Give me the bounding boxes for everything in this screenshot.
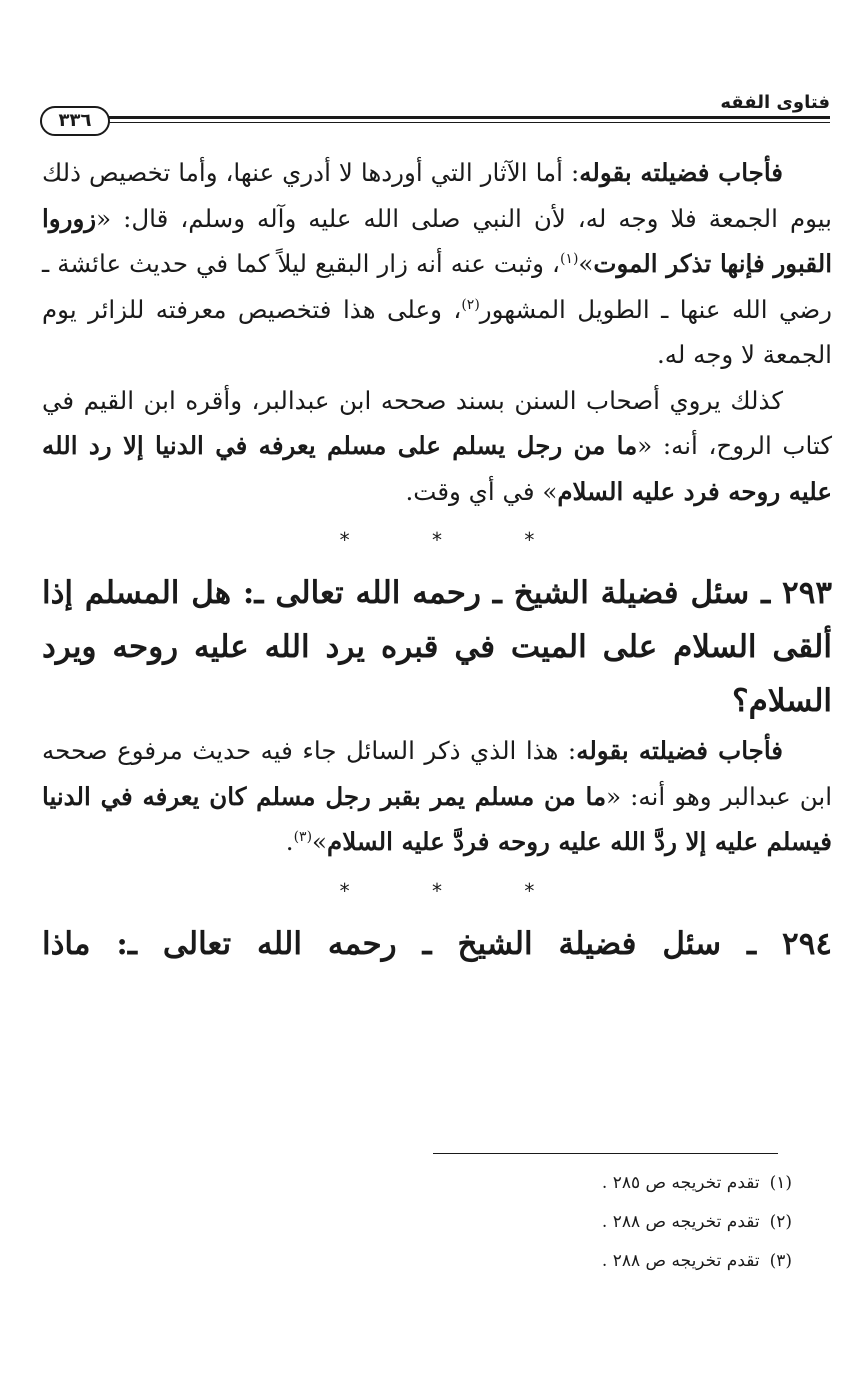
text-run: ، وعلى هذا فتخصيص معرفته للزائر يوم الجمعة لا وجه له.: [42, 294, 832, 369]
text-run: : هذا الذي ذكر السائل جاء فيه حديث مرفوع صححه ابن عبدالبر وهو أنه: «: [42, 736, 832, 811]
footnote-number: (١): [769, 1173, 792, 1193]
footnote-text: تقدم تخريجه ص ٢٨٨ .: [601, 1212, 760, 1232]
page-number: ٣٣٦: [40, 106, 110, 136]
footnote-number: (٣): [769, 1251, 792, 1271]
footnote-number: (٢): [769, 1212, 792, 1232]
text-run: ، وثبت عنه أنه زار البقيع ليلاً كما في حديث عائشة ـ رضي الله عنها ـ الطويل المشهور: [42, 249, 833, 324]
footnote-rule: [433, 1153, 778, 1154]
hadith-quote: ما من رجل يسلم على مسلم يعرفه في الدنيا إلا رد الله عليه روحه فرد عليه السلام: [42, 431, 832, 506]
running-header: [40, 92, 830, 132]
answer-paragraph-1: [42, 150, 832, 378]
footnote-ref[interactable]: (٢): [461, 296, 480, 313]
text-run: » في أي وقت.: [405, 476, 558, 506]
footnote-2: [292, 1203, 792, 1242]
section-separator: * * *: [339, 528, 573, 552]
header-title: فتاوى الفقه: [720, 92, 830, 113]
header-rule-thin: [102, 122, 830, 123]
paragraph-2: [42, 378, 832, 515]
hadith-quote: زوروا القبور فإنها تذكر الموت: [42, 203, 833, 278]
answer-lead: فأجاب فضيلته بقوله: [576, 736, 784, 765]
text-run: »: [312, 827, 328, 856]
question-293: ٢٩٣ ـ سئل فضيلة الشيخ ـ رحمه الله تعالى ـ: هل المسلم إذا ألقى السلام على الميت في قبره يرد الله عليه روحه ويرد السلام؟: [42, 575, 832, 719]
answer-lead: فأجاب فضيلته بقوله: [579, 158, 783, 187]
footnote-text: تقدم تخريجه ص ٢٨٥ .: [601, 1173, 760, 1193]
text-run: »: [578, 249, 594, 278]
footnote-text: تقدم تخريجه ص ٢٨٨ .: [601, 1251, 760, 1271]
footnotes: [292, 1164, 792, 1281]
footnote-ref[interactable]: (١): [559, 250, 579, 267]
header-rule: [102, 116, 830, 119]
section-separator: * * *: [339, 878, 573, 903]
page-body: [42, 150, 832, 971]
hadith-quote: ما من مسلم يمر بقبر رجل مسلم كان يعرفه في الدنيا فيسلم عليه إلا ردَّ الله عليه روحه فردَّ عليه السلام: [42, 781, 832, 856]
text-run: .: [285, 827, 294, 856]
question-294: ٢٩٤ ـ سئل فضيلة الشيخ ـ رحمه الله تعالى ـ: ماذا: [42, 925, 832, 962]
footnote-1: [292, 1164, 792, 1203]
answer-paragraph-3: [42, 728, 832, 865]
footnote-ref[interactable]: (٣): [293, 828, 313, 845]
text-run: : أما الآثار التي أوردها لا أدري عنها، وأما تخصيص ذلك بيوم الجمعة فلا وجه له، لأن النبي صلى الله عليه وآله وسلم، قال: «: [42, 158, 832, 233]
footnote-3: [292, 1242, 792, 1281]
text-run: كذلك يروي أصحاب السنن بسند صححه ابن عبدالبر، وأقره ابن القيم في كتاب الروح، أنه: «: [42, 385, 832, 460]
